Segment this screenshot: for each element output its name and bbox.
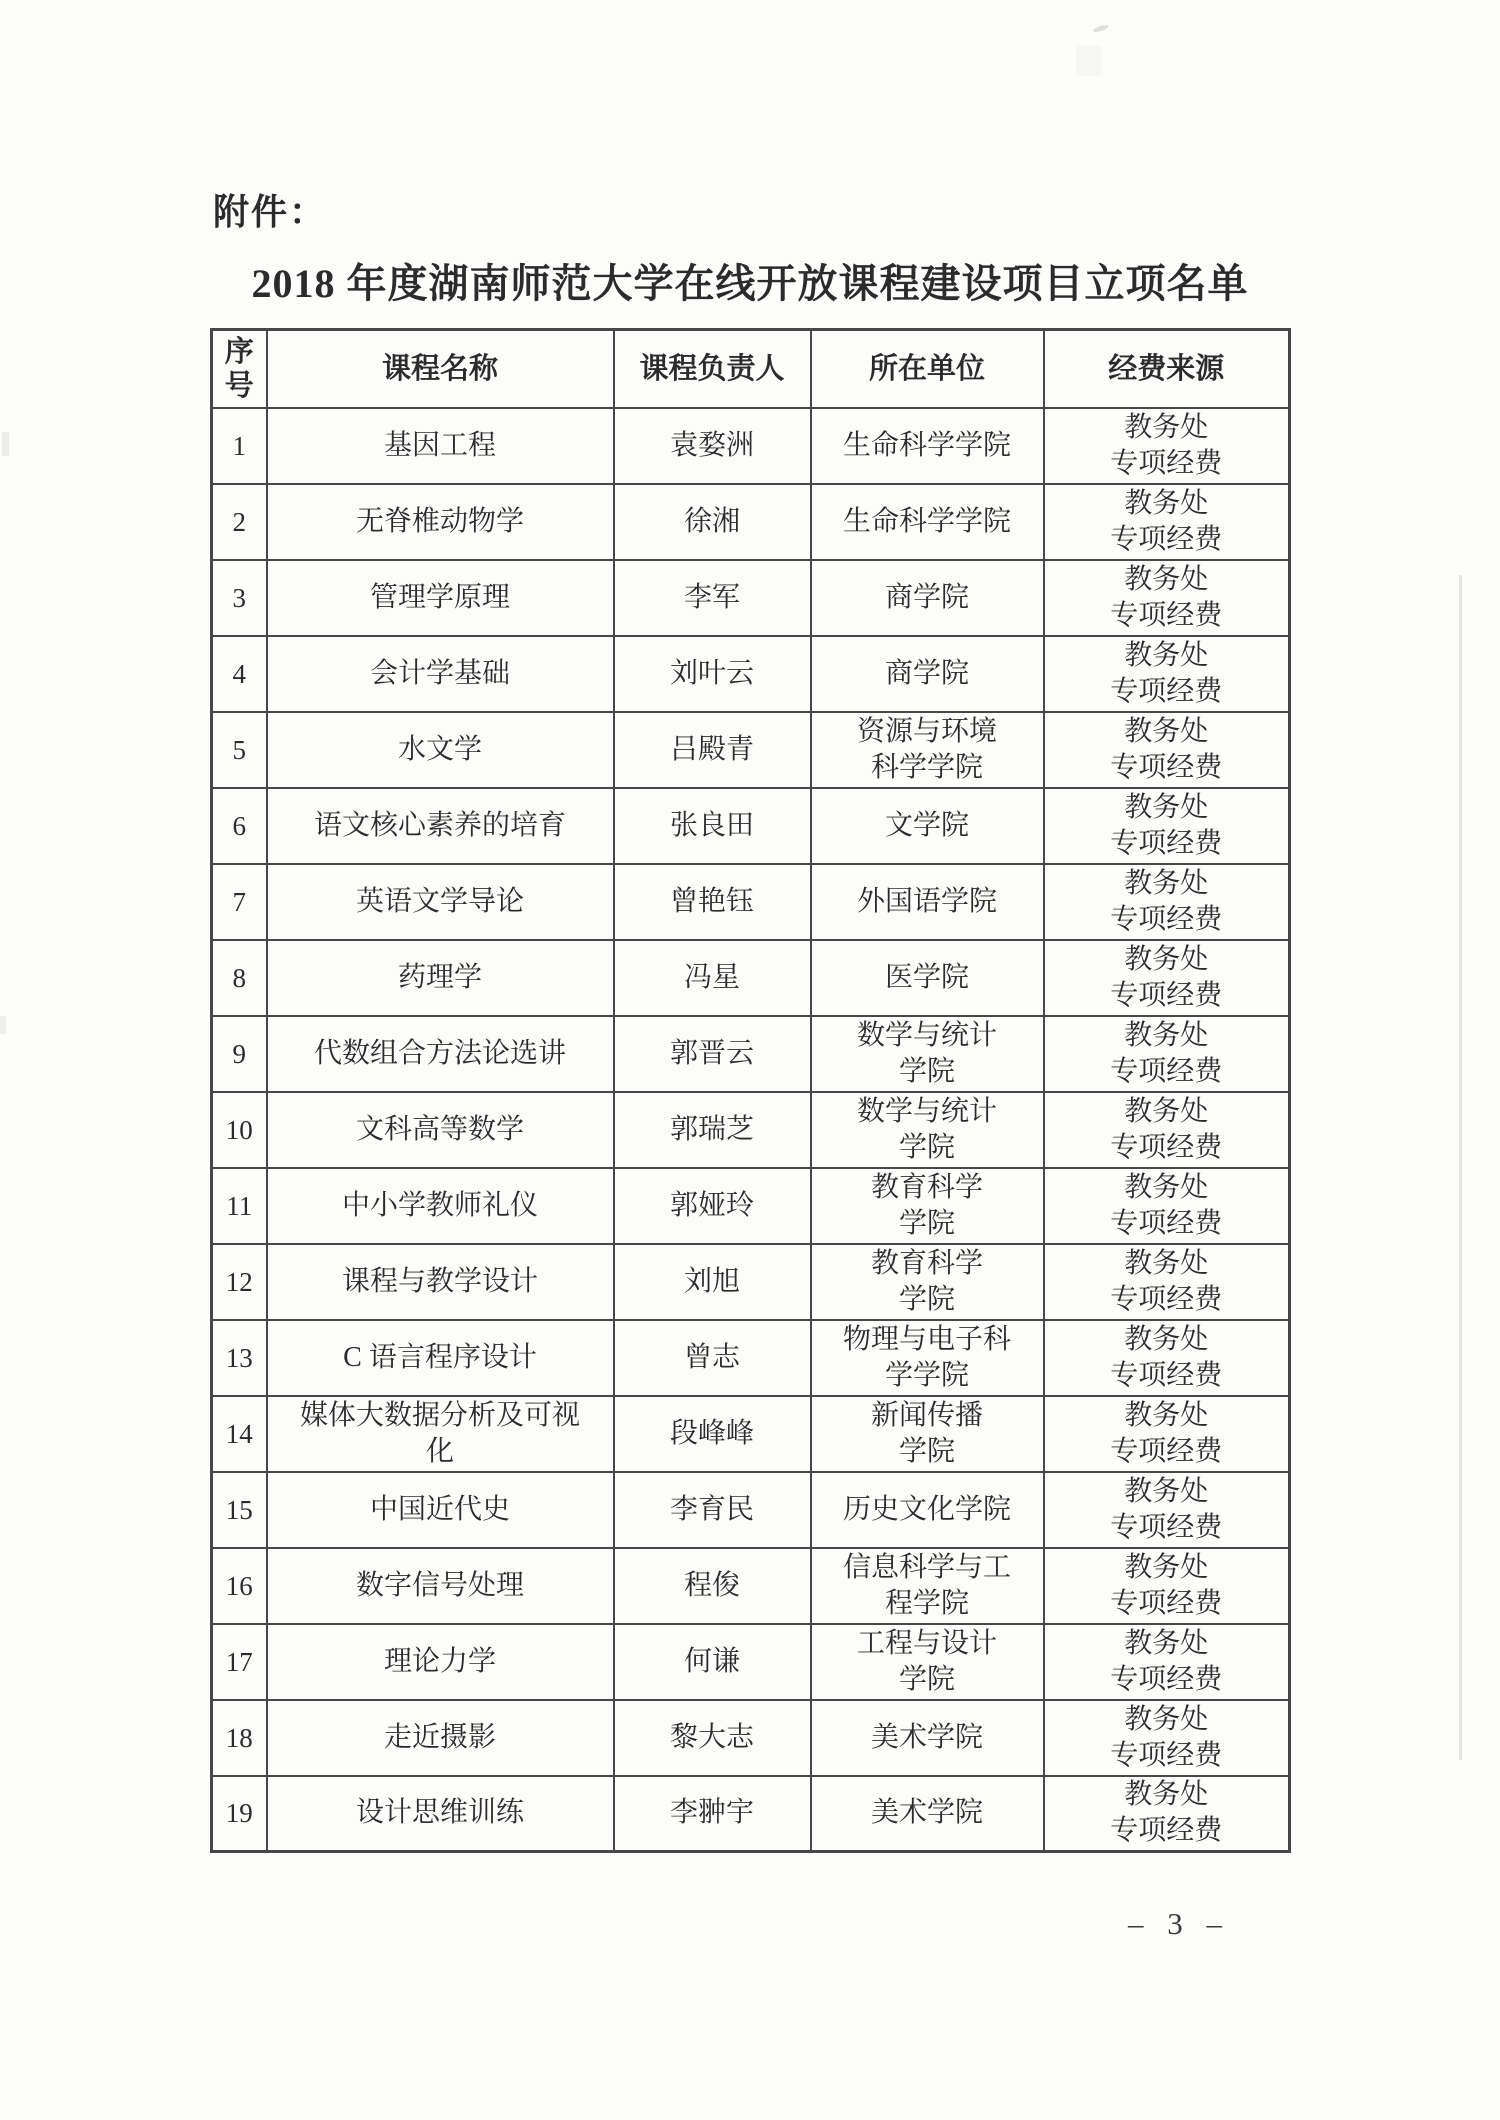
funding-cell: 教务处 专项经费 — [1044, 864, 1290, 940]
course-table — [210, 328, 1291, 1853]
leader-cell: 吕殿青 — [614, 712, 811, 788]
table-row — [212, 1776, 1290, 1852]
table-row — [212, 788, 1290, 864]
course-name-cell: C 语言程序设计 — [267, 1320, 614, 1396]
funding-cell: 教务处 专项经费 — [1044, 788, 1290, 864]
course-name-cell: 中小学教师礼仪 — [267, 1168, 614, 1244]
course-name-cell: 理论力学 — [267, 1624, 614, 1700]
unit-cell: 生命科学学院 — [811, 408, 1044, 484]
leader-cell: 刘旭 — [614, 1244, 811, 1320]
row-index-cell: 11 — [212, 1168, 267, 1244]
table-row — [212, 408, 1290, 484]
funding-cell: 教务处 专项经费 — [1044, 1624, 1290, 1700]
leader-cell: 李军 — [614, 560, 811, 636]
row-index-cell: 5 — [212, 712, 267, 788]
course-name-cell: 管理学原理 — [267, 560, 614, 636]
column-header-2: 课程名称 — [267, 330, 614, 408]
table-row — [212, 712, 1290, 788]
course-name-cell: 代数组合方法论选讲 — [267, 1016, 614, 1092]
row-index-cell: 4 — [212, 636, 267, 712]
leader-cell: 郭娅玲 — [614, 1168, 811, 1244]
table-row — [212, 484, 1290, 560]
course-name-cell: 水文学 — [267, 712, 614, 788]
course-name-cell: 设计思维训练 — [267, 1776, 614, 1852]
course-name-cell: 无脊椎动物学 — [267, 484, 614, 560]
funding-cell: 教务处 专项经费 — [1044, 1472, 1290, 1548]
table-row — [212, 1700, 1290, 1776]
table-row — [212, 1016, 1290, 1092]
row-index-cell: 8 — [212, 940, 267, 1016]
unit-cell: 数学与统计 学院 — [811, 1092, 1044, 1168]
row-index-cell: 16 — [212, 1548, 267, 1624]
course-name-cell: 英语文学导论 — [267, 864, 614, 940]
table-row — [212, 1092, 1290, 1168]
unit-cell: 医学院 — [811, 940, 1044, 1016]
scan-artifact-line — [1459, 575, 1462, 1760]
scan-artifact-speck — [1093, 24, 1110, 34]
funding-cell: 教务处 专项经费 — [1044, 1244, 1290, 1320]
unit-cell: 生命科学学院 — [811, 484, 1044, 560]
leader-cell: 曾艳钰 — [614, 864, 811, 940]
leader-cell: 刘叶云 — [614, 636, 811, 712]
unit-cell: 新闻传播 学院 — [811, 1396, 1044, 1472]
row-index-cell: 3 — [212, 560, 267, 636]
unit-cell: 教育科学 学院 — [811, 1168, 1044, 1244]
unit-cell: 商学院 — [811, 636, 1044, 712]
funding-cell: 教务处 专项经费 — [1044, 636, 1290, 712]
course-name-cell: 媒体大数据分析及可视 化 — [267, 1396, 614, 1472]
funding-cell: 教务处 专项经费 — [1044, 560, 1290, 636]
unit-cell: 物理与电子科 学学院 — [811, 1320, 1044, 1396]
scan-artifact-speck — [2, 432, 9, 456]
leader-cell: 冯星 — [614, 940, 811, 1016]
course-name-cell: 中国近代史 — [267, 1472, 614, 1548]
unit-cell: 美术学院 — [811, 1776, 1044, 1852]
funding-cell: 教务处 专项经费 — [1044, 1396, 1290, 1472]
column-header-1: 序号 — [212, 330, 267, 408]
table-row — [212, 1168, 1290, 1244]
leader-cell: 徐湘 — [614, 484, 811, 560]
unit-cell: 数学与统计 学院 — [811, 1016, 1044, 1092]
unit-cell: 信息科学与工 程学院 — [811, 1548, 1044, 1624]
course-name-cell: 会计学基础 — [267, 636, 614, 712]
unit-cell: 美术学院 — [811, 1700, 1044, 1776]
row-index-cell: 2 — [212, 484, 267, 560]
funding-cell: 教务处 专项经费 — [1044, 1016, 1290, 1092]
page-number: – 3 – — [1128, 1906, 1230, 1941]
row-index-cell: 12 — [212, 1244, 267, 1320]
page-title: 2018 年度湖南师范大学在线开放课程建设项目立项名单 — [251, 261, 1249, 306]
leader-cell: 张良田 — [614, 788, 811, 864]
row-index-cell: 7 — [212, 864, 267, 940]
table-row — [212, 1244, 1290, 1320]
leader-cell: 郭瑞芝 — [614, 1092, 811, 1168]
unit-cell: 资源与环境 科学学院 — [811, 712, 1044, 788]
funding-cell: 教务处 专项经费 — [1044, 1700, 1290, 1776]
funding-cell: 教务处 专项经费 — [1044, 940, 1290, 1016]
course-name-cell: 基因工程 — [267, 408, 614, 484]
table-row — [212, 864, 1290, 940]
scan-artifact-smudge — [1076, 46, 1102, 76]
course-name-cell: 语文核心素养的培育 — [267, 788, 614, 864]
scan-artifact-speck — [0, 1016, 6, 1034]
attachment-label: 附件： — [213, 192, 328, 232]
funding-cell: 教务处 专项经费 — [1044, 712, 1290, 788]
course-name-cell: 走近摄影 — [267, 1700, 614, 1776]
leader-cell: 黎大志 — [614, 1700, 811, 1776]
row-index-cell: 9 — [212, 1016, 267, 1092]
course-name-cell: 数字信号处理 — [267, 1548, 614, 1624]
table-row — [212, 1472, 1290, 1548]
row-index-cell: 17 — [212, 1624, 267, 1700]
funding-cell: 教务处 专项经费 — [1044, 408, 1290, 484]
column-header-4: 所在单位 — [811, 330, 1044, 408]
course-name-cell: 药理学 — [267, 940, 614, 1016]
row-index-cell: 10 — [212, 1092, 267, 1168]
unit-cell: 文学院 — [811, 788, 1044, 864]
row-index-cell: 1 — [212, 408, 267, 484]
funding-cell: 教务处 专项经费 — [1044, 1320, 1290, 1396]
table-row — [212, 636, 1290, 712]
unit-cell: 商学院 — [811, 560, 1044, 636]
unit-cell: 工程与设计 学院 — [811, 1624, 1044, 1700]
unit-cell: 教育科学 学院 — [811, 1244, 1044, 1320]
leader-cell: 袁婺洲 — [614, 408, 811, 484]
leader-cell: 段峰峰 — [614, 1396, 811, 1472]
funding-cell: 教务处 专项经费 — [1044, 484, 1290, 560]
row-index-cell: 14 — [212, 1396, 267, 1472]
leader-cell: 郭晋云 — [614, 1016, 811, 1092]
table-row — [212, 940, 1290, 1016]
leader-cell: 何谦 — [614, 1624, 811, 1700]
table-row — [212, 1624, 1290, 1700]
funding-cell: 教务处 专项经费 — [1044, 1092, 1290, 1168]
leader-cell: 曾志 — [614, 1320, 811, 1396]
leader-cell: 李翀宇 — [614, 1776, 811, 1852]
table-header-row — [212, 330, 1290, 408]
leader-cell: 程俊 — [614, 1548, 811, 1624]
table-row — [212, 560, 1290, 636]
row-index-cell: 15 — [212, 1472, 267, 1548]
funding-cell: 教务处 专项经费 — [1044, 1548, 1290, 1624]
row-index-cell: 6 — [212, 788, 267, 864]
course-name-cell: 文科高等数学 — [267, 1092, 614, 1168]
column-header-3: 课程负责人 — [614, 330, 811, 408]
leader-cell: 李育民 — [614, 1472, 811, 1548]
unit-cell: 外国语学院 — [811, 864, 1044, 940]
table-row — [212, 1396, 1290, 1472]
funding-cell: 教务处 专项经费 — [1044, 1776, 1290, 1852]
table-row — [212, 1548, 1290, 1624]
row-index-cell: 19 — [212, 1776, 267, 1852]
funding-cell: 教务处 专项经费 — [1044, 1168, 1290, 1244]
row-index-cell: 18 — [212, 1700, 267, 1776]
course-name-cell: 课程与教学设计 — [267, 1244, 614, 1320]
row-index-cell: 13 — [212, 1320, 267, 1396]
unit-cell: 历史文化学院 — [811, 1472, 1044, 1548]
table-row — [212, 1320, 1290, 1396]
column-header-5: 经费来源 — [1044, 330, 1290, 408]
